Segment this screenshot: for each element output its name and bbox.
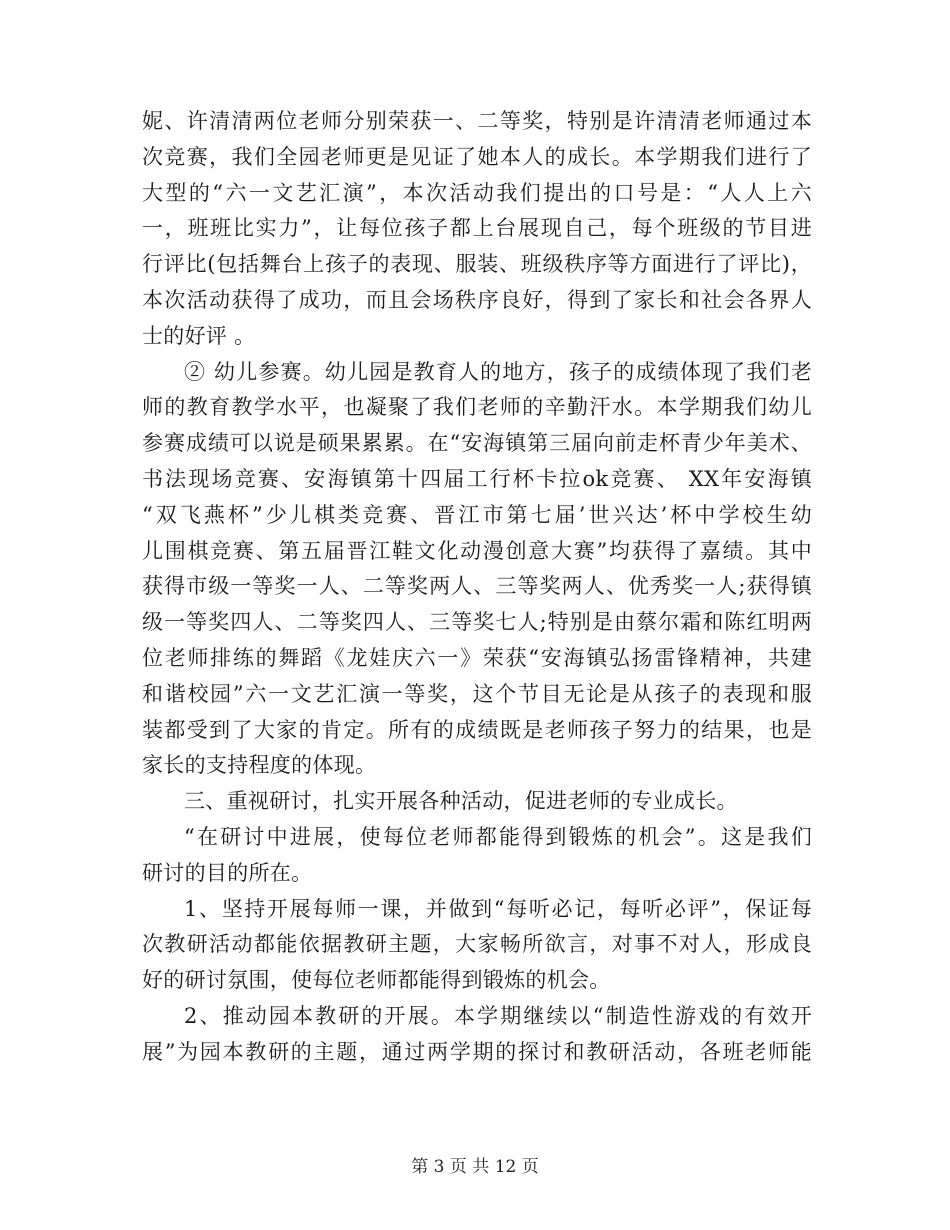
- text-line: “在研讨中进展，使每位老师都能得到锻炼的机会”。这是我们: [184, 824, 812, 849]
- text-line: 妮、许清清两位老师分别荣获一、二等奖，特别是许清清老师通过本: [142, 109, 812, 133]
- document-body: [142, 104, 812, 1071]
- text-line: 大型的“六一文艺汇演”，本次活动我们提出的口号是：“人人上六: [142, 180, 812, 205]
- text-line: 士的好评 。: [142, 323, 256, 348]
- text-line: 次竞赛，我们全园老师更是见证了她本人的成长。本学期我们进行了: [142, 144, 812, 169]
- text-line: 行评比(包括舞台上孩子的表现、服装、班级秩序等方面进行了评比)，: [142, 252, 812, 277]
- text-line: ② 幼儿参赛。幼儿园是教育人的地方，孩子的成绩体现了我们老: [184, 359, 812, 384]
- text-line: 位老师排练的舞蹈《龙娃庆六一》荣获“安海镇弘扬雷锋精神，共建: [142, 645, 812, 670]
- text-line: 参赛成绩可以说是硕果累累。在“安海镇第三届向前走杯青少年美术、: [142, 431, 812, 456]
- text-line: 三、重视研讨，扎实开展各种活动，促进老师的专业成长。: [184, 789, 738, 814]
- text-line: 好的研讨氛围，使每位老师都能得到锻炼的机会。: [142, 968, 611, 993]
- text-line: 研讨的目的所在。: [142, 860, 313, 885]
- text-line: 次教研活动都能依据教研主题，大家畅所欲言，对事不对人，形成良: [142, 932, 812, 957]
- text-line: “双飞燕杯”少儿棋类竞赛、晋江市第七届’世兴达’杯中学校生幼: [142, 502, 812, 527]
- text-line: 师的教育教学水平，也凝聚了我们老师的辛勤汗水。本学期我们幼儿: [142, 395, 812, 420]
- text-line: 家长的支持程度的体现。: [142, 753, 377, 778]
- text-line: 2、推动园本教研的开展。本学期继续以“制造性游戏的有效开: [184, 1003, 812, 1028]
- text-line: 一，班班比实力”，让每位孩子都上台展现自己，每个班级的节目进: [142, 216, 812, 241]
- text-line: 获得市级一等奖一人、二等奖两人、三等奖两人、优秀奖一人;获得镇: [142, 574, 812, 599]
- text-line: 儿围棋竞赛、第五届晋江鞋文化动漫创意大赛”均获得了嘉绩。其中: [142, 538, 812, 563]
- text-line: 本次活动获得了成功，而且会场秩序良好，得到了家长和社会各界人: [142, 287, 812, 312]
- page-footer: 第 3 页 共 12 页: [411, 1157, 539, 1177]
- text-line: 展”为园本教研的主题，通过两学期的探讨和教研活动，各班老师能: [142, 1039, 812, 1064]
- text-line: 和谐校园”六一文艺汇演一等奖，这个节目无论是从孩子的表现和服: [142, 681, 812, 706]
- text-line: 装都受到了大家的肯定。所有的成绩既是老师孩子努力的结果，也是: [142, 717, 812, 742]
- text-line: 书法现场竞赛、安海镇第十四届工行杯卡拉ok竞赛、 XX年安海镇: [142, 466, 812, 491]
- text-line: 1、坚持开展每师一课，并做到“每听必记，每听必评”，保证每: [184, 896, 812, 921]
- text-line: 级一等奖四人、二等奖四人、三等奖七人;特别是由蔡尔霜和陈红明两: [142, 610, 812, 635]
